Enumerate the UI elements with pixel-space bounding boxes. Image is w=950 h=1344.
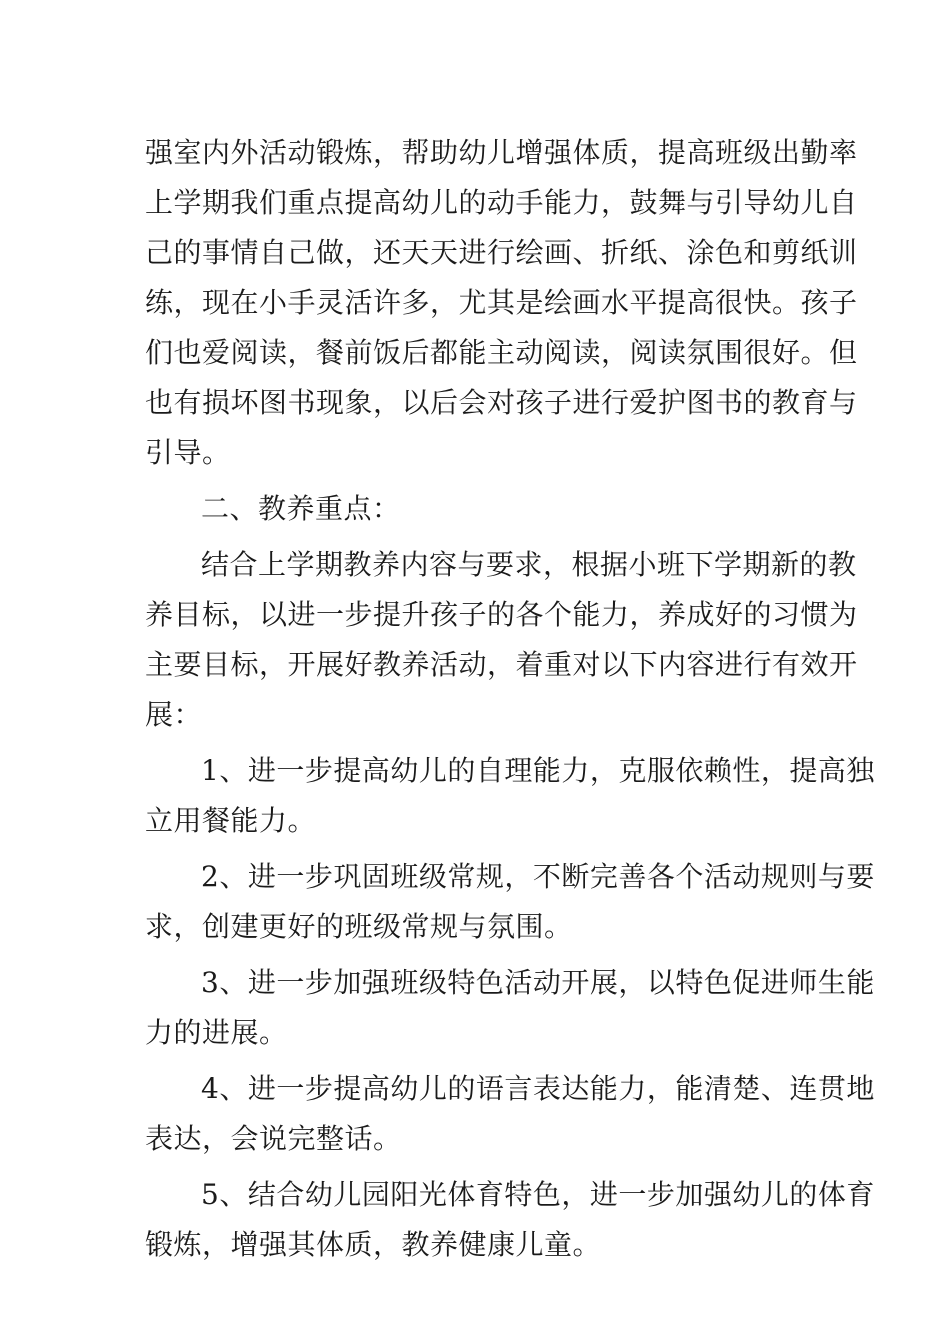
text-line: 锻炼，增强其体质，教养健康儿童。 [145, 1228, 602, 1261]
text-line: 结合上学期教养内容与要求，根据小班下学期新的教 [201, 548, 857, 581]
list-item-1: 1、进一步提高幼儿的自理能力，克服依赖性，提高独 [201, 754, 875, 787]
text-line: 力的进展。 [145, 1016, 288, 1049]
text-line: 主要目标，开展好教养活动，着重对以下内容进行有效开 [145, 648, 858, 681]
text-line: 养目标，以进一步提升孩子的各个能力，养成好的习惯为 [145, 598, 858, 631]
text-line: 求，创建更好的班级常规与氛围。 [145, 910, 573, 943]
text-line: 上学期我们重点提高幼儿的动手能力，鼓舞与引导幼儿自 [145, 186, 858, 219]
list-item-2: 2、进一步巩固班级常规，不断完善各个活动规则与要 [201, 860, 875, 893]
text-line: 引导。 [145, 436, 231, 469]
text-line: 己的事情自己做，还天天进行绘画、折纸、涂色和剪纸训 [145, 236, 858, 269]
text-line: 强室内外活动锻炼，帮助幼儿增强体质，提高班级出勤率 [145, 136, 858, 169]
text-line: 也有损坏图书现象，以后会对孩子进行爱护图书的教育与 [145, 386, 858, 419]
list-item-5: 5、结合幼儿园阳光体育特色，进一步加强幼儿的体育 [201, 1178, 875, 1211]
text-line: 展： [145, 698, 203, 731]
text-line: 表达，会说完整话。 [145, 1122, 402, 1155]
list-item-4: 4、进一步提高幼儿的语言表达能力，能清楚、连贯地 [201, 1072, 875, 1105]
section-heading: 二、教养重点： [201, 492, 401, 525]
document-body [145, 128, 875, 1270]
list-item-3: 3、进一步加强班级特色活动开展，以特色促进师生能 [201, 966, 875, 999]
text-line: 们也爱阅读，餐前饭后都能主动阅读，阅读氛围很好。但 [145, 336, 858, 369]
text-line: 立用餐能力。 [145, 804, 317, 837]
text-line: 练，现在小手灵活许多，尤其是绘画水平提高很快。孩子 [145, 286, 858, 319]
